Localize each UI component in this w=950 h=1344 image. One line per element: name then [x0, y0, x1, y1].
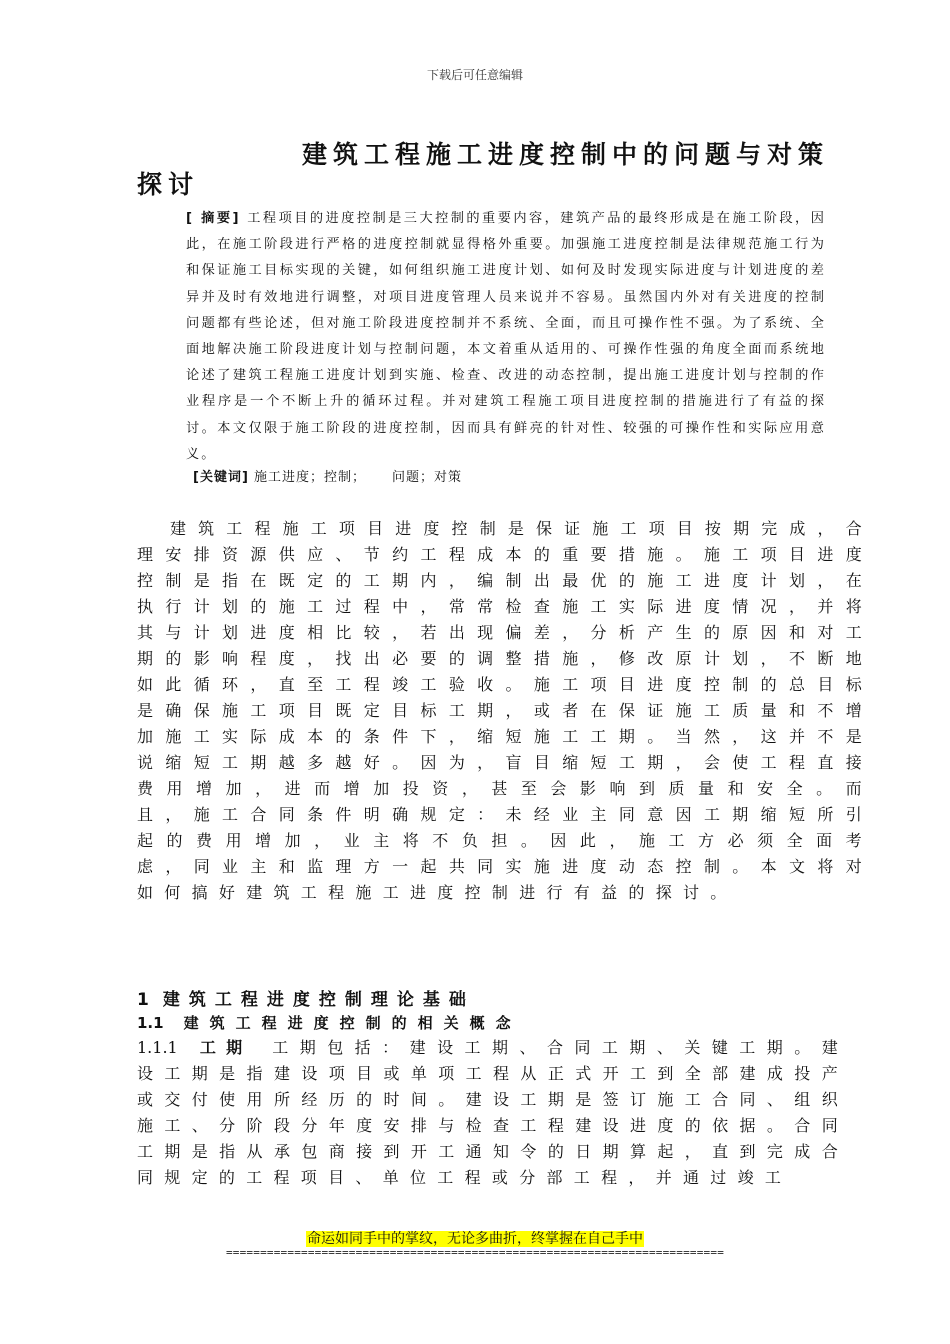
abstract — [186, 206, 826, 468]
section-1-heading — [137, 985, 475, 1010]
abstract-label: [ 摘要] — [186, 211, 241, 226]
title-line-2: 探讨 — [137, 170, 200, 199]
footer-motto — [0, 1228, 950, 1248]
section-1-1-title: 建筑工程进度控制的相关概念 — [183, 1014, 522, 1032]
title-line-1: 建筑工程施工进度控制中的问题与对策 — [302, 140, 830, 169]
keywords-part-2: 问题；对策 — [392, 470, 463, 485]
keywords-label: [关键词] — [193, 470, 249, 485]
keywords-part-1: 施工进度；控制； — [254, 470, 367, 485]
section-1-1-1 — [137, 1035, 849, 1191]
section-1-1-1-number: 1.1.1 — [137, 1038, 178, 1057]
section-1-1-1-text: 工期包括：建设工期、合同工期、关键工期。建设工期是指建设项目或单项工程从正式开工到全部建成投产或交付使用所经历的时间。建设工期是签订施工合同、组织施工、分阶段分年度安排与检查工程建设进度的依据。合同工期是指从承包商接到开工通知令的日期算起，直到完成合同规定的工程项目、单位工程或分部工程，并通过竣工 — [137, 1038, 849, 1187]
footer-divider: ========================================================================= — [225, 1246, 725, 1259]
intro-paragraph: 建筑工程施工项目进度控制是保证施工项目按期完成，合理安排资源供应、节约工程成本的重要措施。施工项目进度控制是指在既定的工期内，编制出最优的施工进度计划，在执行计划的施工过程中，常常检查施工实际进度情况，并将其与计划进度相比较，若出现偏差，分析产生的原因和对工期的影响程度，找出必要的调整措施，修改原计划，不断地如此循环，直至工程竣工验收。施工项目进度控制的总目标是确保施工项目既定目标工期，或者在保证施工质量和不增加施工实际成本的条件下，缩短施工工期。当然，这并不是说缩短工期越多越好。因为，盲目缩短工期，会使工程直接费用增加，进而增加投资，甚至会影响到质量和安全。而且，施工合同条件明确规定：未经业主同意因工期缩短所引起的费用增加，业主将不负担。因此，施工方必须全面考虑，同业主和监理方一起共同实施进度动态控制。本文将对如何搞好建筑工程施工进度控制进行有益的探讨。 — [137, 519, 873, 902]
header-note: 下载后可任意编辑 — [426, 68, 523, 82]
section-1-1-1-title: 工期 — [199, 1038, 253, 1057]
abstract-text: 工程项目的进度控制是三大控制的重要内容，建筑产品的最终形成是在施工阶段，因此，在施工阶段进行严格的进度控制就显得格外重要。加强施工进度控制是法律规范施工行为和保证施工目标实现的关键，如何组织施工进度计划、如何及时发现实际进度与计划进度的差异并及时有效地进行调整，对项目进度管理人员来说并不容易。虽然国内外对有关进度的控制问题都有些论述，但对施工阶段进度控制并不系统、全面，而且可操作性不强。为了系统、全面地解决施工阶段进度计划与控制问题，本文着重从适用的、可操作性强的角度全面而系统地论述了建筑工程施工进度计划到实施、检查、改进的动态控制，提出施工进度计划与控制的作业程序是一个不断上升的循环过程。并对建筑工程施工项目进度控制的措施进行了有益的探讨。本文仅限于施工阶段的进度控制，因而具有鲜亮的针对性、较强的可操作性和实际应用意义。 — [186, 211, 826, 462]
section-1-1-number: 1.1 — [137, 1014, 164, 1032]
footer-motto-text: 命运如同手中的掌纹，无论多曲折，终掌握在自己手中 — [307, 1231, 643, 1247]
keywords — [193, 466, 462, 485]
section-1-1-heading — [137, 1012, 522, 1033]
document-title — [137, 140, 857, 200]
section-1-title: 建筑工程进度控制理论基础 — [162, 990, 475, 1010]
section-1-number: 1 — [137, 990, 149, 1010]
intro-section — [137, 516, 873, 906]
